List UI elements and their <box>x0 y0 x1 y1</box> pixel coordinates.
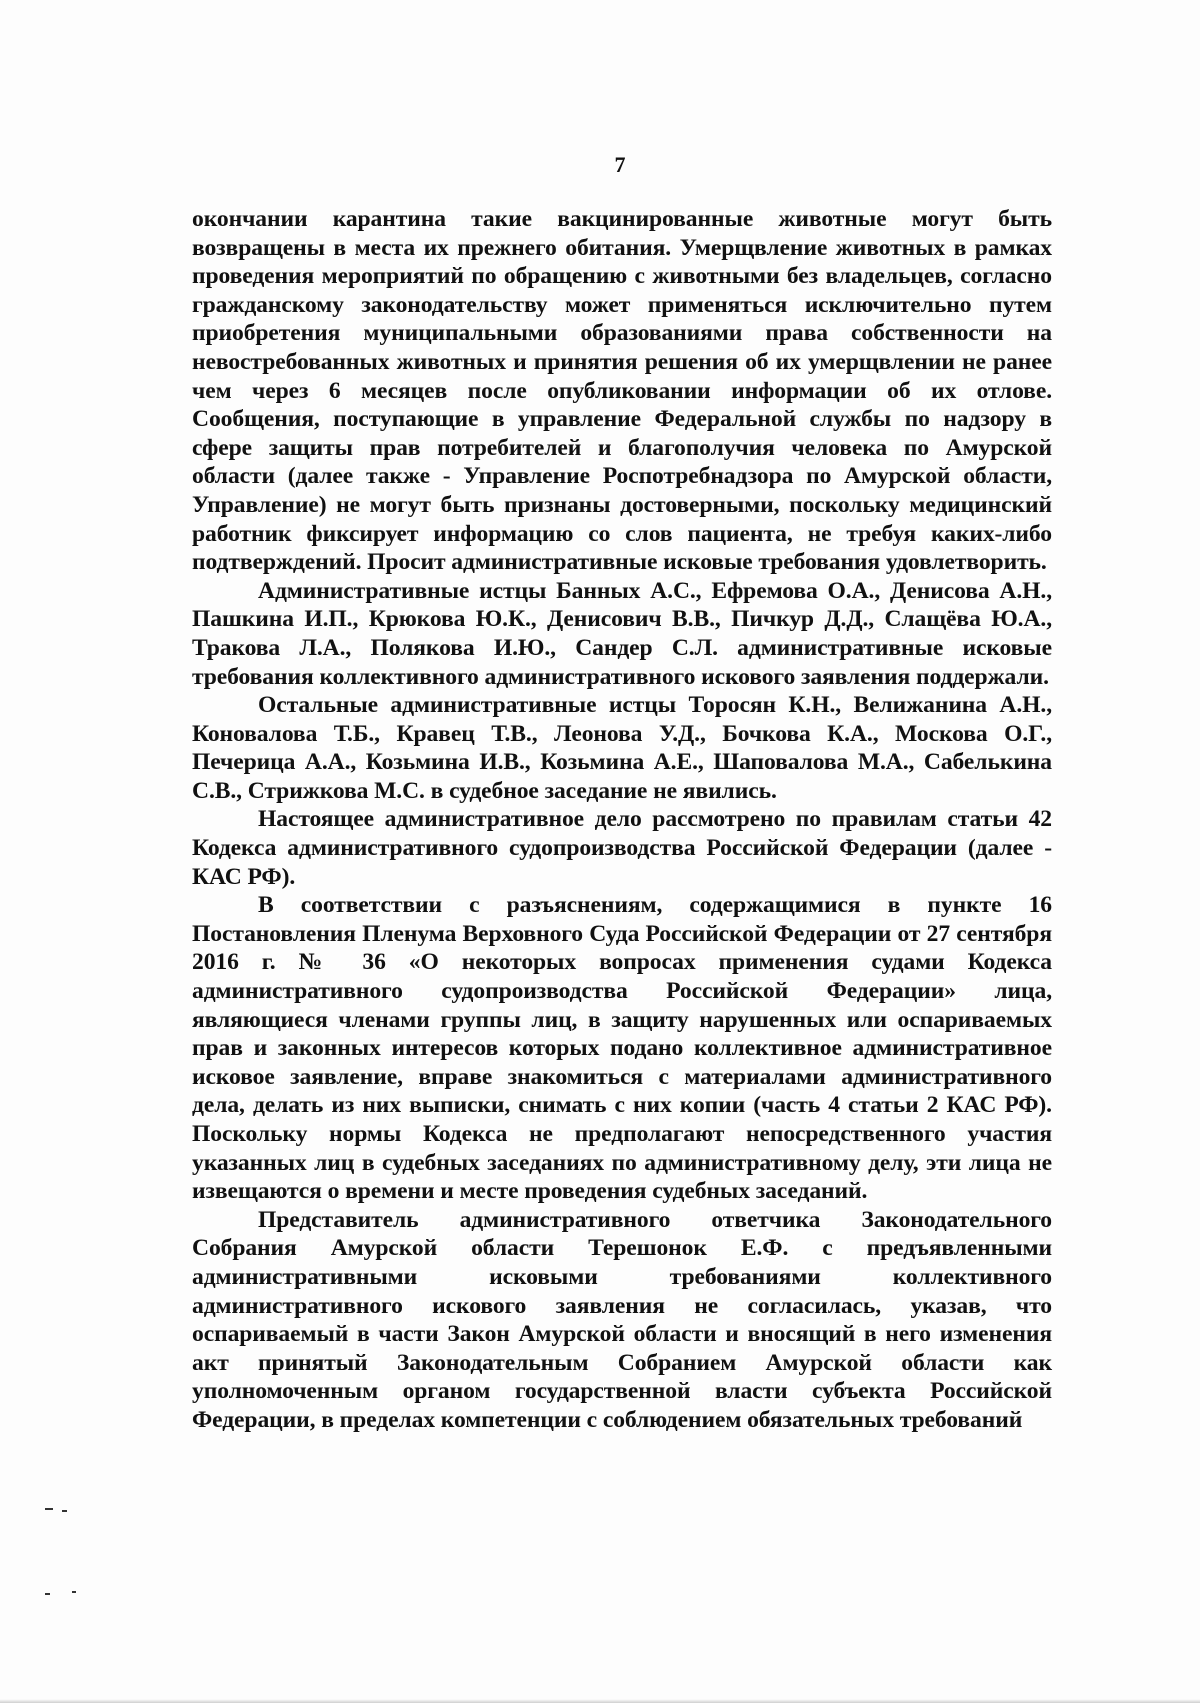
paragraph-1: окончании карантина такие вакцинированные животные могут быть возвращены в места их прежнего обитания. Умерщвление животных в рамках проведения мероприятий по обращению с животными без владельцев, согласно гражданскому законодательству может применяться исключительно путем приобретения муниципальными образованиями права собственности на невостребованных животных и принятия решения об их умерщвлении не ранее чем через 6 месяцев после опубликовании информации об их отлове. Сообщения, поступающие в управление Федеральной службы по надзору в сфере защиты прав потребителей и благополучия человека по Амурской области (далее также - Управление Роспотребнадзора по Амурской области, Управление) не могут быть признаны достоверными, поскольку медицинский работник фиксирует информацию со слов пациента, не требуя каких-либо подтверждений. Просит административные исковые требования удовлетворить. <box>192 206 1052 576</box>
paragraph-4: Настоящее административное дело рассмотрено по правилам статьи 42 Кодекса административного судопроизводства Российской Федерации (далее - КАС РФ). <box>192 806 1052 890</box>
paragraph-6: Представитель административного ответчика Законодательного Собрания Амурской области Терешонок Е.Ф. с предъявленными административными исковыми требованиями коллективного административного искового заявления не согласилась, указав, что оспариваемый в части Закон Амурской области и вносящий в него изменения акт принятый Законодательным Собранием Амурской области как уполномоченным органом государственной власти субъекта Российской Федерации, в пределах компетенции с соблюдением обязательных требований <box>192 1206 1052 1433</box>
body-text <box>192 205 1052 1435</box>
paragraph-3: Остальные административные истцы Торосян К.Н., Велижанина А.Н., Коновалова Т.Б., Кравец Т.В., Леонова У.Д., Бочкова К.А., Москова О.Г., Печерица А.А., Козьмина И.В., Козьмина А.Е., Шаповалова М.А., Сабелькина С.В., Стрижкова М.С. в судебное заседание не явились. <box>192 692 1052 804</box>
page-number: 7 <box>614 152 626 177</box>
scan-artifact-mark <box>62 1510 67 1512</box>
scan-artifact-mark <box>72 1591 76 1593</box>
scan-artifact-mark <box>45 1508 53 1510</box>
paragraph-5: В соответствии с разъяснениям, содержащимися в пункте 16 Постановления Пленума Верховного Суда Российской Федерации от 27 сентября 2016 г. № 36 «О некоторых вопросах применения судами Кодекса административного судопроизводства Российской Федерации» лица, являющиеся членами группы лиц, в защиту нарушенных или оспариваемых прав и законных интересов которых подано коллективное административное исковое заявление, вправе знакомиться с материалами административного дела, делать из них выписки, снимать с них копии (часть 4 статьи 2 КАС РФ). Поскольку нормы Кодекса не предполагают непосредственного участия указанных лиц в судебных заседаниях по административному делу, эти лица не извещаются о времени и месте проведения судебных заседаний. <box>192 892 1052 1205</box>
paragraph-2: Административные истцы Банных А.С., Ефремова О.А., Денисова А.Н., Пашкина И.П., Крюкова Ю.К., Денисович В.В., Пичкур Д.Д., Слащёва Ю.А., Тракова Л.А., Полякова И.Ю., Сандер С.Л. административные исковые требования коллективного административного искового заявления поддержали. <box>192 577 1052 690</box>
scan-bottom-edge <box>0 1699 1200 1703</box>
scan-artifact-mark <box>45 1593 50 1595</box>
